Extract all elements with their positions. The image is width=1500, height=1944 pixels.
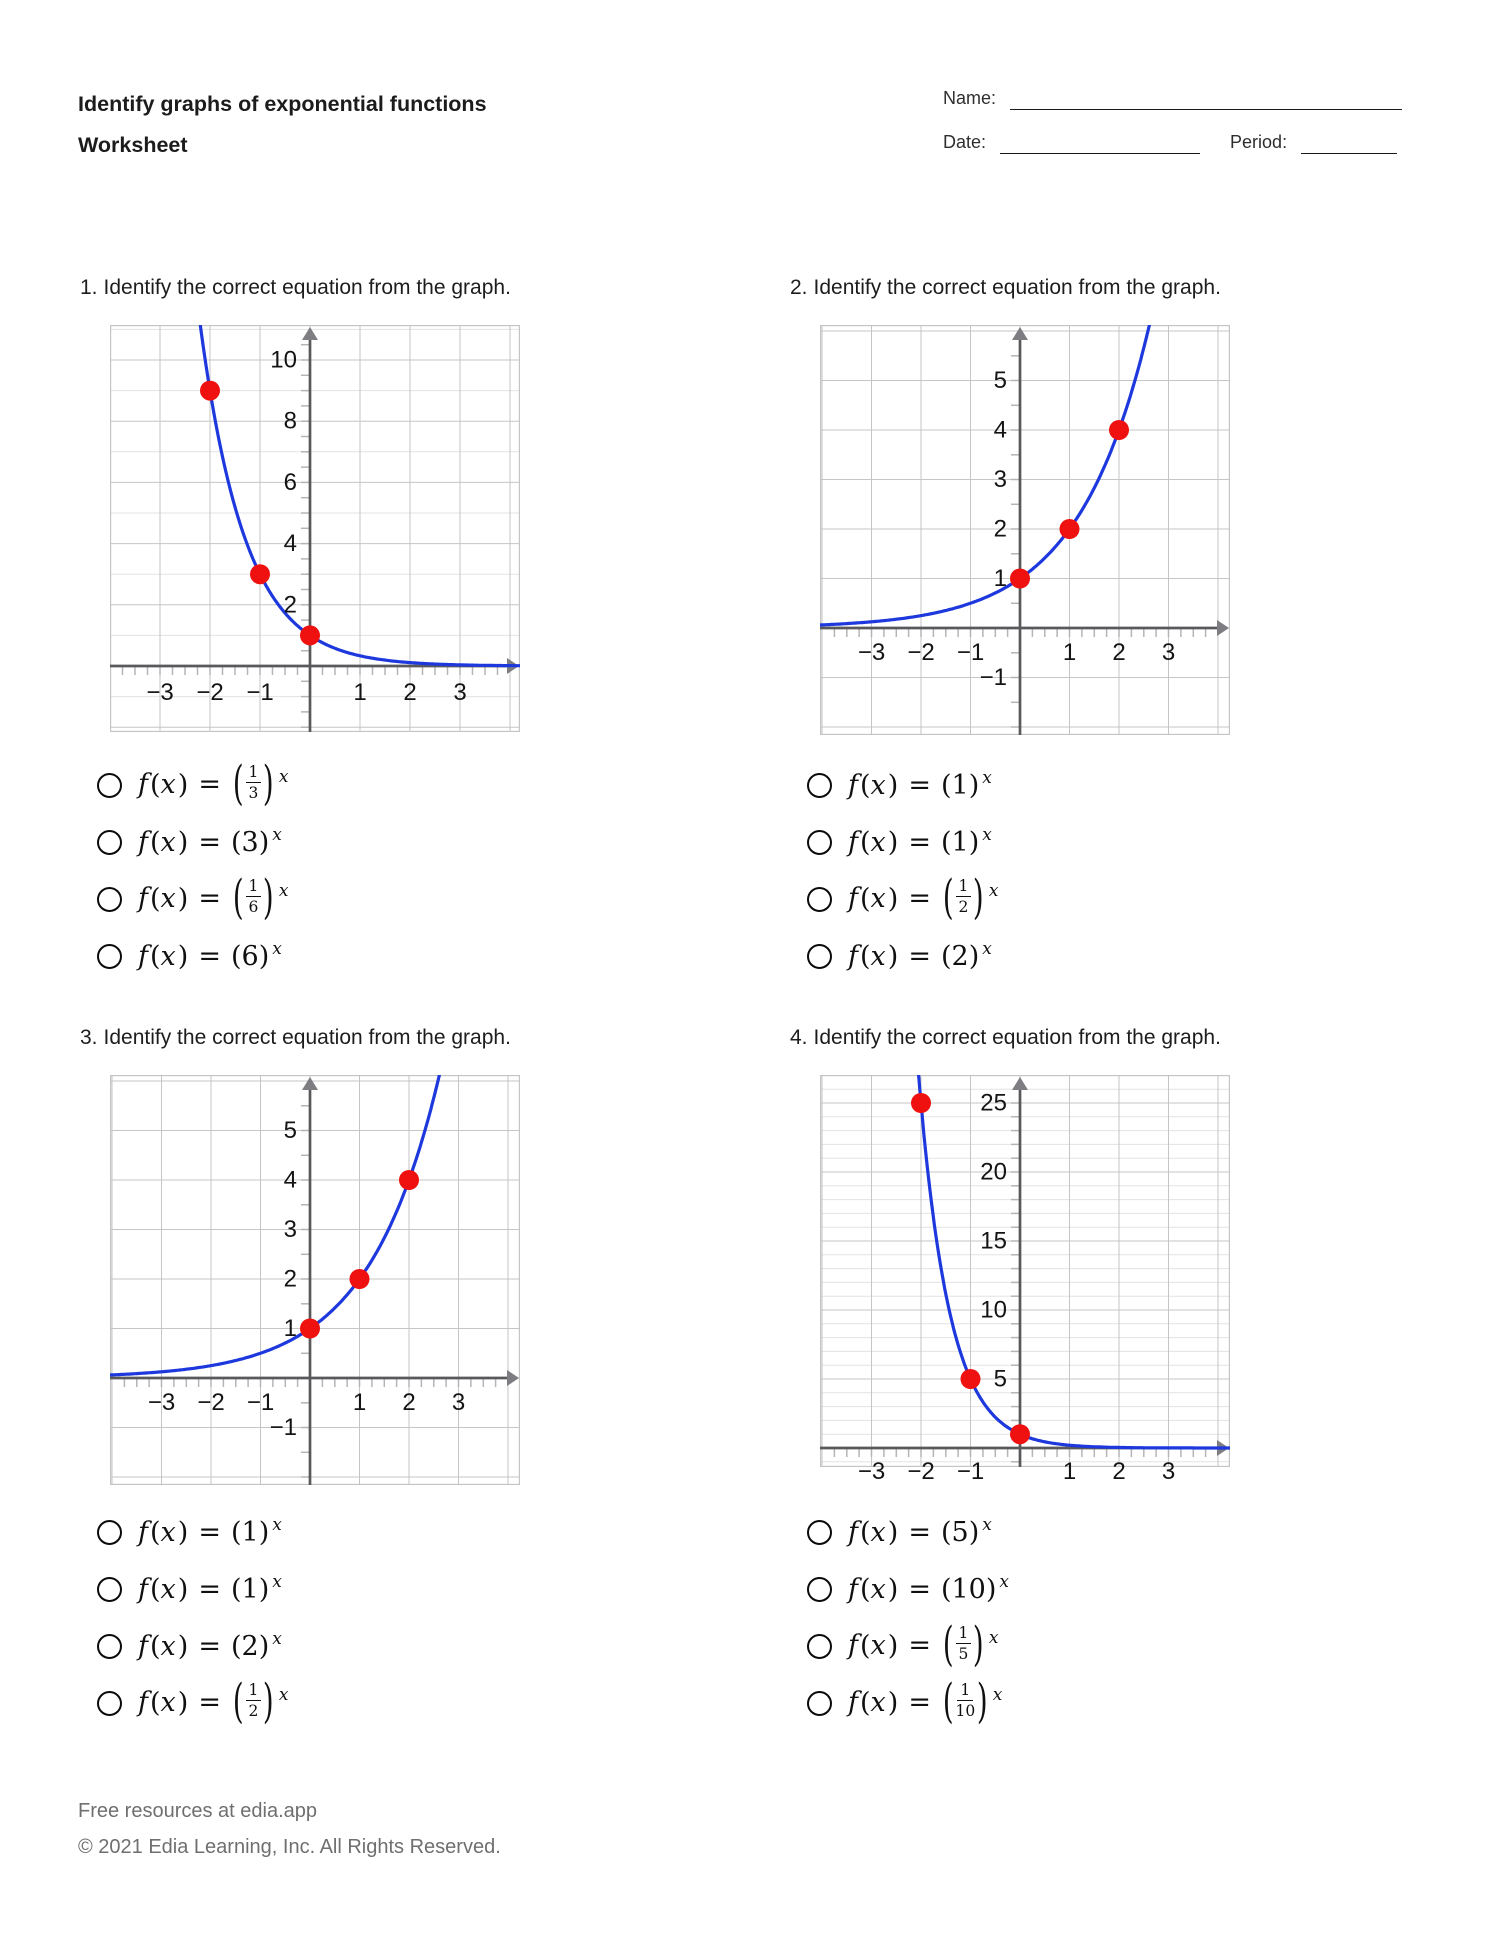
y-axis-label: 25 [980,1089,1007,1117]
y-axis-label: 5 [283,1117,297,1144]
left-paren-icon: ( [942,1675,954,1730]
y-axis-label: 1 [283,1315,297,1342]
grid [110,1075,520,1485]
x-axis-label: 3 [451,1389,466,1416]
grid [110,325,520,732]
x-axis-label: −3 [857,1458,886,1485]
plotted-point [1010,569,1030,589]
y-axis-label: 2 [283,591,297,619]
question-4-options [807,1504,1009,1732]
question-4-heading [790,1026,1221,1050]
answer-option-2-3 [807,871,999,928]
radio-button[interactable] [807,830,832,855]
plotted-point [300,1319,320,1339]
answer-option-2-1 [807,757,999,814]
x-axis-label: 1 [353,679,367,706]
exponential-graph-3 [110,1075,520,1485]
radio-button[interactable] [97,887,122,912]
equation-option: f(x) = (2) $^x$ [138,1629,282,1662]
answer-option-2-2 [807,814,999,871]
x-axis-label: −1 [956,1458,985,1485]
radio-button[interactable] [97,1520,122,1545]
question-1-prompt: Identify the correct equation from the graph. [103,276,511,299]
answer-option-1-4 [97,928,289,985]
answer-option-4-3 [807,1618,1009,1675]
y-axis-arrow-icon [302,1077,318,1090]
footer-resources: Free resources at edia.app [78,1800,318,1822]
y-axis-label: 3 [283,1216,297,1243]
x-axis-label: 3 [1161,1458,1176,1485]
x-axis-label: −3 [147,1389,176,1416]
plotted-point [350,1269,370,1289]
x-axis-label: 3 [1161,639,1176,666]
answer-option-4-4 [807,1675,1009,1732]
right-paren-icon: ) [263,871,275,926]
plotted-point [200,381,220,401]
radio-button[interactable] [807,944,832,969]
plotted-point [911,1093,931,1113]
plotted-point [300,625,320,645]
name-label: Name: [943,88,997,108]
radio-button[interactable] [807,1691,832,1716]
y-axis-label: 20 [980,1158,1007,1186]
equation-option: f(x) = (1) $^x$ [138,1572,282,1605]
plotted-point [1060,519,1080,539]
radio-button[interactable] [807,887,832,912]
date-label: Date: [943,132,987,152]
question-1-number: 1. [80,276,98,299]
equation-option: f(x) = (2) $^x$ [848,939,992,972]
right-paren-icon: ) [263,757,275,812]
y-axis-arrow-icon [1012,327,1028,340]
answer-option-1-3 [97,871,289,928]
answer-option-3-3 [97,1618,289,1675]
x-axis-label: 1 [352,1389,367,1416]
x-axis-label: 2 [403,679,417,706]
radio-button[interactable] [807,1577,832,1602]
plotted-point [250,564,270,584]
date-period-row [943,132,1397,154]
y-axis-label: 8 [283,407,297,435]
fraction: $\frac{1}{2}$ [246,1681,262,1721]
right-paren-icon: ) [263,1675,275,1730]
radio-button[interactable] [97,1691,122,1716]
y-axis-label: 5 [993,1365,1007,1393]
y-axis-label: 4 [283,530,297,558]
x-axis-label: 2 [402,1389,416,1416]
radio-button[interactable] [97,773,122,798]
y-axis-label: 4 [283,1166,297,1194]
x-axis-arrow-icon [507,1370,519,1386]
y-axis-label: 10 [980,1296,1007,1324]
question-3-number: 3. [80,1026,98,1049]
y-axis-label: 5 [993,367,1007,394]
grid [820,325,1230,735]
question-1-options [97,757,289,985]
equation-option: f(x) = ( $\frac{1}{2}$ ) $^x$ [848,871,999,926]
equation-option: f(x) = ( $\frac{1}{3}$ ) $^x$ [138,757,289,812]
plotted-point [399,1170,419,1190]
y-axis-label: 1 [993,565,1007,592]
radio-button[interactable] [97,1577,122,1602]
radio-button[interactable] [807,1634,832,1659]
fraction: $\frac{1}{5}$ [956,1624,972,1664]
worksheet-title [78,84,487,166]
x-axis-label: −3 [146,679,174,706]
function-curve [110,325,520,666]
question-2-options [807,757,999,985]
x-axis-label: −2 [197,1389,225,1416]
question-3-heading [80,1026,511,1050]
question-3-options [97,1504,289,1732]
x-axis-label: 1 [1062,1458,1077,1485]
y-axis-label: 15 [980,1227,1007,1255]
fraction: $\frac{1}{10}$ [955,1680,976,1720]
radio-button[interactable] [97,944,122,969]
name-blank-line[interactable] [1010,89,1402,110]
x-axis-label: 1 [1062,639,1077,666]
left-paren-icon: ( [942,871,954,926]
answer-option-1-2 [97,814,289,871]
name-row [943,88,1402,110]
left-paren-icon: ( [942,1618,954,1673]
equation-option: f(x) = ( $\frac{1}{5}$ ) $^x$ [848,1618,999,1673]
exponential-graph-1 [110,325,520,732]
answer-option-1-1 [97,757,289,814]
right-paren-icon: ) [973,871,985,926]
fraction: $\frac{1}{2}$ [956,877,972,917]
x-axis-label: 3 [453,679,467,706]
y-axis-label: 4 [993,416,1007,444]
equation-option: f(x) = ( $\frac{1}{2}$ ) $^x$ [138,1675,289,1730]
question-1-heading [80,276,511,300]
grid [820,1075,1230,1467]
left-paren-icon: ( [232,1675,244,1730]
x-axis-label: 2 [1112,639,1126,666]
answer-option-2-4 [807,928,999,985]
left-paren-icon: ( [232,871,244,926]
x-axis-label: −1 [246,679,274,706]
plotted-point [1109,420,1129,440]
equation-option: f(x) = ( $\frac{1}{6}$ ) $^x$ [138,871,289,926]
right-paren-icon: ) [977,1675,988,1730]
y-axis-arrow-icon [1012,1077,1028,1090]
equation-option: f(x) = (3) $^x$ [138,825,282,858]
question-4-prompt: Identify the correct equation from the graph. [813,1026,1221,1049]
equation-option: f(x) = (1) $^x$ [848,825,992,858]
period-blank-line[interactable] [1301,133,1397,154]
question-2-number: 2. [790,276,808,299]
y-axis-label: 2 [283,1265,297,1293]
footer-copyright: © 2021 Edia Learning, Inc. All Rights Reserved. [78,1836,501,1858]
y-axis-label: −1 [269,1414,297,1441]
answer-option-3-4 [97,1675,289,1732]
question-2-heading [790,276,1221,300]
right-paren-icon: ) [973,1618,985,1673]
question-2-prompt: Identify the correct equation from the graph. [813,276,1221,299]
equation-option: f(x) = (5) $^x$ [848,1515,992,1548]
fraction: $\frac{1}{3}$ [246,763,262,803]
equation-option: f(x) = (1) $^x$ [848,768,992,801]
x-axis-label: −2 [907,639,935,666]
y-axis-label: 3 [993,466,1007,493]
answer-option-3-2 [97,1561,289,1618]
answer-option-3-1 [97,1504,289,1561]
fraction: $\frac{1}{6}$ [246,877,262,917]
question-3-prompt: Identify the correct equation from the graph. [103,1026,511,1049]
y-axis-label: 10 [270,346,297,374]
x-axis-label: −2 [907,1458,935,1485]
equation-option: f(x) = (1) $^x$ [138,1515,282,1548]
date-blank-line[interactable] [1000,133,1200,154]
y-axis-label: 6 [283,468,297,496]
y-axis-label: −1 [979,664,1007,691]
equation-option: f(x) = (10) $^x$ [848,1572,1009,1605]
x-axis-label: −1 [246,1389,275,1416]
equation-option: f(x) = (6) $^x$ [138,939,282,972]
exponential-graph-2 [820,325,1230,735]
x-axis-arrow-icon [1217,620,1229,636]
radio-button[interactable] [97,830,122,855]
radio-button[interactable] [97,1634,122,1659]
x-axis-label: −1 [956,639,985,666]
radio-button[interactable] [807,1520,832,1545]
exponential-graph-4 [820,1075,1230,1497]
x-axis-label: −2 [196,679,224,706]
worksheet-title-line1: Identify graphs of exponential functions [78,92,487,116]
left-paren-icon: ( [232,757,244,812]
y-axis-label: 2 [993,515,1007,543]
x-axis-label: 2 [1112,1458,1126,1485]
answer-option-4-2 [807,1561,1009,1618]
question-4-number: 4. [790,1026,808,1049]
period-label: Period: [1230,132,1288,152]
equation-option: f(x) = ( $\frac{1}{10}$ ) $^x$ [848,1675,1003,1730]
plotted-point [1010,1424,1030,1444]
radio-button[interactable] [807,773,832,798]
x-axis-label: −3 [857,639,886,666]
plotted-point [961,1369,981,1389]
worksheet-title-line2: Worksheet [78,133,188,157]
answer-option-4-1 [807,1504,1009,1561]
